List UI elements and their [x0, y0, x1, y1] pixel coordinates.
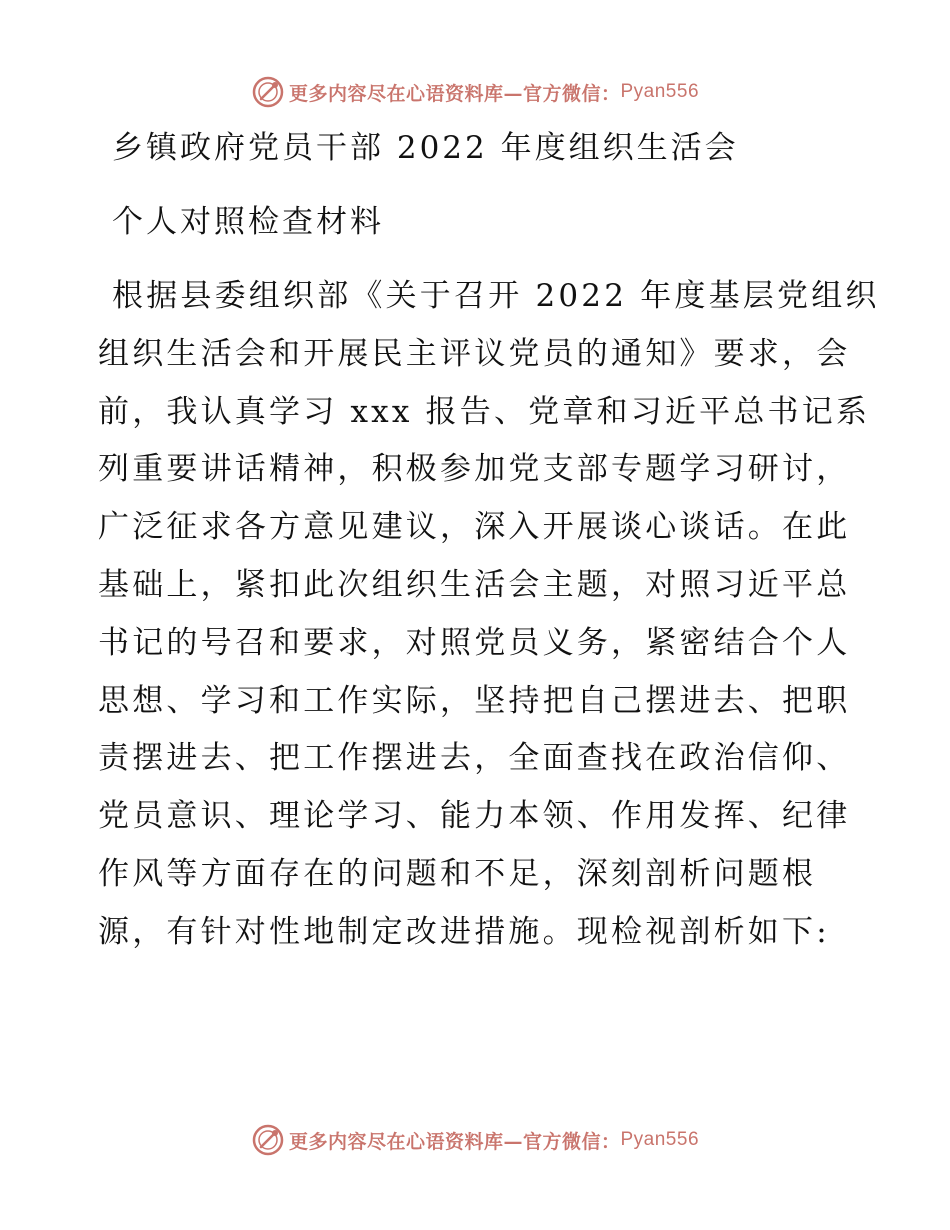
body-line: 责摆进去、把工作摆进去，全面查找在政治信仰、: [98, 740, 851, 777]
body-line: 党员意识、理论学习、能力本领、作用发挥、纪律: [98, 798, 851, 835]
body-line: 列重要讲话精神，积极参加党支部专题学习研讨，: [98, 451, 851, 488]
body-line: 前，我认真学习 xxx 报告、党章和习近平总书记系: [98, 393, 871, 430]
body-line: 基础上，紧扣此次组织生活会主题，对照习近平总: [98, 566, 851, 603]
footer-watermark: [0, 1120, 950, 1160]
watermark-wechat-id: Pyan556: [620, 1129, 700, 1150]
body-line: 思想、学习和工作实际，坚持把自己摆进去、把职: [98, 682, 851, 719]
body-line: 源，有针对性地制定改进措施。现检视剖析如下:: [98, 913, 830, 950]
document-title: 乡镇政府党员干部 2022 年度组织生活会: [112, 130, 739, 166]
body-paragraph: [98, 274, 880, 968]
watermark-brand-text: 更多内容尽在心语资料库—官方微信：: [288, 82, 621, 105]
body-line: 书记的号召和要求，对照党员义务，紧密结合个人: [98, 624, 851, 661]
watermark-wechat-id: Pyan556: [620, 81, 700, 102]
document-subtitle: 个人对照检查材料: [112, 204, 384, 240]
body-line: 广泛征求各方意见建议，深入开展谈心谈话。在此: [98, 509, 851, 546]
body-line: 组织生活会和开展民主评议党员的通知》要求，会: [98, 335, 851, 372]
body-line: 根据县委组织部《关于召开 2022 年度基层党组织: [112, 278, 880, 314]
watermark-brand-text: 更多内容尽在心语资料库—官方微信：: [288, 1130, 621, 1153]
stamp-logo-icon: [251, 1123, 285, 1157]
body-line: 作风等方面存在的问题和不足，深刻剖析问题根: [98, 855, 817, 892]
stamp-logo-icon: [251, 75, 285, 109]
header-watermark: [0, 72, 950, 112]
